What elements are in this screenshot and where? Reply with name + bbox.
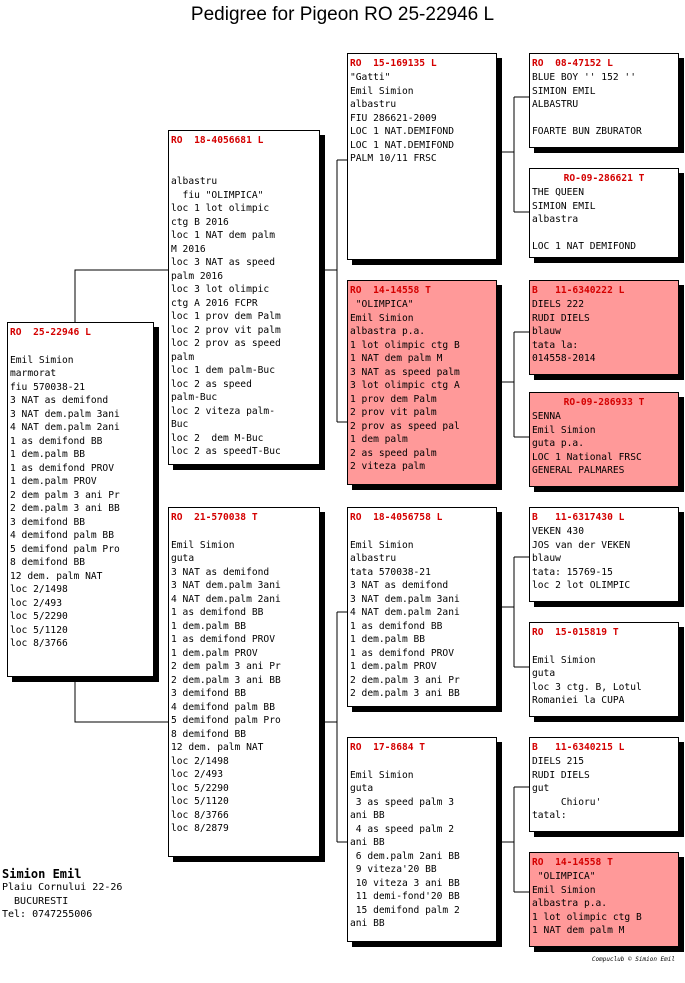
pedigree-line: 4 NAT dem.palm 2ani <box>171 593 281 605</box>
pedigree-line: ctg A 2016 FCPR <box>171 297 258 309</box>
pedigree-line: 4 demifond palm BB <box>10 530 114 541</box>
pedigree-line: loc 1 prov dem Palm <box>171 311 281 322</box>
pedigree-line: 1 lot olimpic ctg B <box>350 339 460 351</box>
ring-number: B 11-6317430 L <box>532 512 625 523</box>
pedigree-line: guta <box>532 668 556 679</box>
pedigree-line: LOC 1 NAT.DEMIFOND <box>350 126 454 137</box>
pedigree-line: 1 as demifond BB <box>10 435 103 447</box>
pedigree-line: Emil Simion <box>532 424 596 436</box>
pedigree-line: 5 demifond palm Pro <box>10 543 120 555</box>
pedigree-line <box>171 162 317 176</box>
pedigree-line: Emil Simion <box>350 539 414 551</box>
ring-number: RO 21-570038 T <box>171 512 258 523</box>
pedigree-line: ani BB <box>350 918 385 929</box>
pedigree-box-dam <box>168 507 320 857</box>
pedigree-line: ani BB <box>350 810 385 821</box>
pedigree-box-sdd <box>529 392 679 487</box>
pedigree-line: palm <box>171 351 195 363</box>
pedigree-line: guta <box>350 783 374 794</box>
pedigree-line: 1 lot olimpic ctg B <box>532 911 642 923</box>
pedigree-line: LOC 1 National FRSC <box>532 451 642 463</box>
pedigree-line: Emil Simion <box>532 654 596 666</box>
pedigree-line: 1 as demifond PROV <box>171 634 275 645</box>
pedigree-line: blauw <box>532 326 561 337</box>
pedigree-line: RUDI DIELS <box>532 769 590 781</box>
pedigree-line: loc 3 lot olimpic <box>171 284 270 295</box>
pedigree-line <box>532 640 676 654</box>
pedigree-line: loc 1 dem palm-Buc <box>171 365 275 376</box>
pedigree-line: 3 as speed palm 3 <box>350 796 454 808</box>
pedigree-line: 2 dem.palm 3 ani BB <box>10 503 120 514</box>
pedigree-line: 2 prov vit palm <box>350 407 437 418</box>
pedigree-line: tatal: <box>532 810 567 821</box>
owner-address-line1: Plaiu Cornului 22-26 <box>2 882 123 893</box>
pedigree-line: loc 2 lot OLIMPIC <box>532 580 631 591</box>
pedigree-line <box>171 525 317 539</box>
pedigree-box-sd <box>347 280 497 485</box>
connector-sd <box>497 332 529 437</box>
pedigree-line: SIMION EMIL <box>532 85 596 97</box>
pedigree-box-dds <box>529 737 679 832</box>
footer-credit: Compuclub © Simion Emil <box>591 956 675 963</box>
pedigree-line: 1 dem palm <box>350 434 408 445</box>
pedigree-line: 3 demifond BB <box>10 516 86 528</box>
pedigree-line: 1 NAT dem palm M <box>350 353 443 364</box>
pedigree-line: 2 dem.palm 3 ani BB <box>171 674 281 686</box>
pedigree-line: 12 dem. palm NAT <box>10 570 103 582</box>
pedigree-line: Emil Simion <box>350 85 414 97</box>
pedigree-line: 3 NAT dem.palm 3ani <box>171 580 281 591</box>
pedigree-line: 2 dem palm 3 ani Pr <box>10 489 120 501</box>
pedigree-line: palm 2016 <box>171 270 223 282</box>
pedigree-line: 1 dem.palm BB <box>171 620 247 632</box>
pedigree-line: Chioru' <box>532 796 602 808</box>
pedigree-line: 2 dem.palm 3 ani Pr <box>350 674 460 686</box>
pedigree-line <box>10 340 151 354</box>
pedigree-line: loc 2/1498 <box>10 584 68 595</box>
pedigree-line: DIELS 222 <box>532 299 584 310</box>
pedigree-line: LOC 1 NAT DEMIFOND <box>532 241 636 252</box>
pedigree-line: FOARTE BUN ZBURATOR <box>532 126 642 137</box>
pedigree-line: 1 as demifond PROV <box>10 462 114 474</box>
pedigree-line: FIU 286621-2009 <box>350 112 437 124</box>
pedigree-line <box>532 112 676 126</box>
pedigree-line: 2 dem palm 3 ani Pr <box>171 661 281 672</box>
pedigree-line: PALM 10/11 FRSC <box>350 153 437 164</box>
pedigree-line: VEKEN 430 <box>532 526 584 537</box>
pedigree-box-dss <box>529 507 679 602</box>
pedigree-line: 3 NAT as demifond <box>171 566 270 578</box>
pedigree-line <box>171 148 317 162</box>
pedigree-line: 3 NAT as demifond <box>10 395 109 406</box>
pedigree-line: fiu "OLIMPICA" <box>171 189 264 201</box>
pedigree-line: loc 5/1120 <box>10 624 68 636</box>
pedigree-line: 12 dem. palm NAT <box>171 742 264 753</box>
pedigree-box-sds <box>529 280 679 375</box>
connector-dd <box>497 787 529 892</box>
pedigree-line: 3 demifond BB <box>171 688 247 699</box>
pedigree-line: 5 demifond palm Pro <box>171 715 281 726</box>
pedigree-line: 3 NAT dem.palm 3ani <box>10 408 120 420</box>
pedigree-line: SENNA <box>532 411 561 422</box>
connector-ds <box>497 557 529 667</box>
pedigree-line: LOC 1 NAT.DEMIFOND <box>350 139 454 151</box>
pedigree-line: 9 viteza'20 BB <box>350 864 437 875</box>
pedigree-line: 3 lot olimpic ctg A <box>350 380 460 391</box>
pedigree-line: albastra <box>532 214 579 225</box>
pedigree-line: DIELS 215 <box>532 756 584 767</box>
owner-info <box>2 868 122 922</box>
pedigree-line: 1 prov dem Palm <box>350 393 437 405</box>
pedigree-line: 3 NAT dem.palm 3ani <box>350 593 460 605</box>
pedigree-line: loc 2 as speedT-Buc <box>171 446 281 457</box>
connector-ss <box>497 97 529 212</box>
page-title: Pedigree for Pigeon RO 25-22946 L <box>190 4 495 25</box>
pedigree-line: SIMION EMIL <box>532 200 596 212</box>
pedigree-line: albastru <box>350 99 397 110</box>
pedigree-box-sss <box>529 53 679 148</box>
pedigree-box-dd <box>347 737 497 942</box>
pedigree-line: 10 viteza 3 ani BB <box>350 877 460 889</box>
ring-number: RO 15-015819 T <box>532 627 619 638</box>
pedigree-line: loc 2/493 <box>10 597 62 609</box>
pedigree-line: RUDI DIELS <box>532 312 590 324</box>
ring-number: RO 17-8684 T <box>350 742 426 753</box>
pedigree-line: 4 as speed palm 2 <box>350 823 454 835</box>
pedigree-line: 2 prov as speed pal <box>350 420 460 432</box>
pedigree-line: tata: 15769-15 <box>532 566 613 578</box>
owner-name: Simion Emil <box>2 867 82 881</box>
pedigree-line: albastra p.a. <box>532 898 608 909</box>
pedigree-line: blauw <box>532 553 561 564</box>
pedigree-line: albastru <box>350 553 397 564</box>
pedigree-line: "Gatti" <box>350 72 391 83</box>
pedigree-line: M 2016 <box>171 243 206 255</box>
pedigree-line: guta <box>171 553 195 564</box>
owner-address-line2: BUCURESTI <box>2 895 69 907</box>
ring-number: B 11-6340215 L <box>532 742 625 753</box>
ring-number: RO 18-4056681 L <box>171 135 264 146</box>
pedigree-line: tata 570038-21 <box>350 566 431 578</box>
pedigree-line: 2 dem.palm 3 ani BB <box>350 688 460 699</box>
pedigree-box-ssd <box>529 168 679 258</box>
pedigree-line: tata la: <box>532 339 579 351</box>
ring-number: B 11-6340222 L <box>532 285 625 296</box>
pedigree-line: 1 dem.palm BB <box>350 634 426 645</box>
ring-number: RO-09-286933 T <box>563 397 645 408</box>
pedigree-line: 15 demifond palm 2 <box>350 904 460 916</box>
ring-number: RO 15-169135 L <box>350 58 437 69</box>
pedigree-line: BLUE BOY '' 152 '' <box>532 72 636 83</box>
pedigree-line: gut <box>532 783 550 794</box>
pedigree-line: loc 5/1120 <box>171 796 229 807</box>
pedigree-line: albastru <box>171 176 218 187</box>
pedigree-line <box>350 755 494 769</box>
pedigree-line: 4 demifond palm BB <box>171 701 275 713</box>
pedigree-line: 1 dem.palm BB <box>10 449 86 460</box>
pedigree-line: 1 NAT dem palm M <box>532 925 625 936</box>
pedigree-line: 8 demifond BB <box>10 557 86 568</box>
pedigree-line: Emil Simion <box>171 539 235 551</box>
pedigree-line: 1 dem.palm PROV <box>350 661 437 672</box>
pedigree-line: 8 demifond BB <box>171 728 247 740</box>
pedigree-line: 1 as demifond PROV <box>350 647 454 659</box>
pedigree-line: 11 demi-fond'20 BB <box>350 891 460 902</box>
pedigree-line: Emil Simion <box>350 312 414 324</box>
pedigree-line: Buc <box>171 419 189 430</box>
pedigree-line: loc 2 prov vit palm <box>171 324 281 336</box>
pedigree-line: 6 dem.palm 2ani BB <box>350 850 460 862</box>
pedigree-line: 4 NAT dem.palm 2ani <box>350 607 460 618</box>
ring-number: RO-09-286621 T <box>563 173 645 184</box>
pedigree-line: 1 dem.palm PROV <box>171 647 258 659</box>
ring-number: RO 14-14558 T <box>532 857 613 868</box>
pedigree-line <box>350 525 494 539</box>
pedigree-line: 1 as demifond BB <box>350 620 443 632</box>
pedigree-box-subject <box>7 322 154 677</box>
pedigree-line: loc 3 ctg. B, Lotul <box>532 681 642 693</box>
pedigree-line: 2 as speed palm <box>350 447 437 459</box>
pedigree-line: marmorat <box>10 368 57 379</box>
pedigree-line: 1 as demifond BB <box>171 607 264 618</box>
pedigree-line: Emil Simion <box>350 769 414 781</box>
ring-number: RO 08-47152 L <box>532 58 613 69</box>
pedigree-line: "OLIMPICA" <box>532 871 596 882</box>
pedigree-box-ddd <box>529 852 679 947</box>
pedigree-line: loc 2/493 <box>171 769 223 780</box>
pedigree-line: ctg B 2016 <box>171 216 229 228</box>
pedigree-line: JOS van der VEKEN <box>532 539 631 551</box>
pedigree-line: loc 5/2290 <box>10 611 68 622</box>
pedigree-box-sire <box>168 130 320 465</box>
pedigree-line: Emil Simion <box>532 884 596 896</box>
pedigree-line: loc 2 prov as speed <box>171 338 281 349</box>
ring-number: RO 18-4056758 L <box>350 512 443 523</box>
pedigree-line: loc 2 viteza palm- <box>171 405 275 417</box>
pedigree-line: loc 1 lot olimpic <box>171 203 270 214</box>
pedigree-line <box>532 227 676 241</box>
pedigree-line: ani BB <box>350 837 385 848</box>
pedigree-line: loc 2 dem M-Buc <box>171 432 264 444</box>
pedigree-line: loc 8/2879 <box>171 823 229 834</box>
pedigree-line: loc 2 as speed <box>171 378 252 390</box>
pedigree-line: loc 8/3766 <box>171 809 229 821</box>
pedigree-line: loc 5/2290 <box>171 782 229 794</box>
ring-number: RO 25-22946 L <box>10 327 91 338</box>
pedigree-line: loc 1 NAT dem palm <box>171 230 275 241</box>
connector-sire <box>320 160 347 422</box>
pedigree-line: guta p.a. <box>532 438 584 449</box>
pedigree-line: GENERAL PALMARES <box>532 465 625 476</box>
pedigree-line: "OLIMPICA" <box>350 299 414 310</box>
pedigree-line: 014558-2014 <box>532 353 596 364</box>
pedigree-box-ss <box>347 53 497 260</box>
pedigree-line: THE QUEEN <box>532 187 584 198</box>
ring-number: RO 14-14558 T <box>350 285 431 296</box>
pedigree-line: 4 NAT dem.palm 2ani <box>10 422 120 433</box>
owner-phone: Tel: 0747255006 <box>2 909 93 920</box>
pedigree-line: Emil Simion <box>10 354 74 366</box>
pedigree-line: Romaniei la CUPA <box>532 695 625 706</box>
pedigree-line: 1 dem.palm PROV <box>10 476 97 487</box>
pedigree-line: 3 NAT as demifond <box>350 580 449 591</box>
pedigree-line: fiu 570038-21 <box>10 381 86 393</box>
pedigree-line: loc 2/1498 <box>171 755 229 767</box>
pedigree-box-ds <box>347 507 497 707</box>
pedigree-line: 3 NAT as speed palm <box>350 366 460 378</box>
connector-dam <box>320 612 347 842</box>
pedigree-line: loc 8/3766 <box>10 638 68 649</box>
pedigree-line: 2 viteza palm <box>350 461 426 472</box>
pedigree-line: ALBASTRU <box>532 99 579 110</box>
pedigree-line: loc 3 NAT as speed <box>171 257 275 268</box>
pedigree-box-dsd <box>529 622 679 717</box>
pedigree-line: albastra p.a. <box>350 326 426 337</box>
pedigree-line: palm-Buc <box>171 392 218 403</box>
